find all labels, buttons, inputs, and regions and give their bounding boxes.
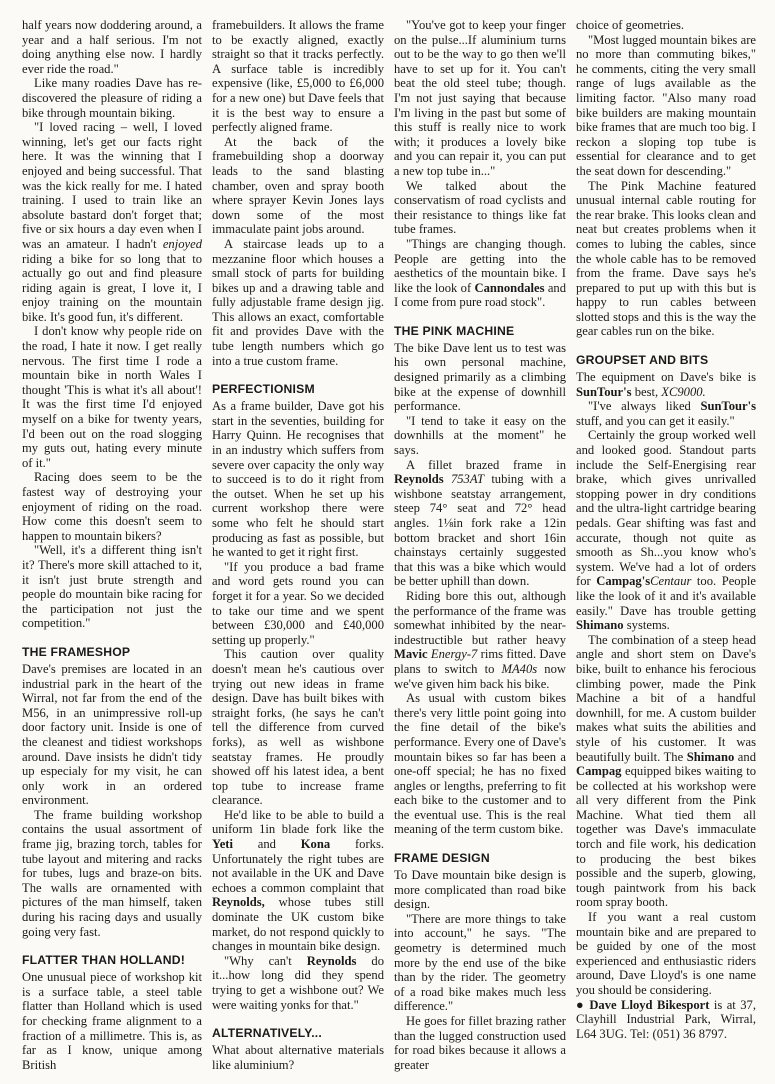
text-run: now we've given him back his bike.	[394, 661, 566, 691]
text-run: "Why can't	[224, 953, 307, 968]
paragraph	[212, 1043, 384, 1072]
text-run: Dave's premises are located in an industrial park in the heart of the Wirral, not far from the end of the M56, in an unimpressive roll-up door factory unit. Inside is one of the cleanest and tidiest workshops around. Dave insists he didn't tidy up especialy for my visit, he can only work in an ordered environment.	[22, 661, 202, 808]
text-run: The combination of a steep head angle and short stem on Dave's bike, built to enhance his ferocious climbing power, made the Pink Machine a bit of a handful downhill, for me. A custom builder makes what suits the abilities and style of his customer. It was beautifully built. The	[576, 632, 756, 764]
paragraph	[394, 237, 566, 310]
text-run: As a frame builder, Dave got his start in the seventies, building for Harry Quinn. He recognises that in an industry which suffers from severe over capacity the only way to succeed is to do it right from the outset. When he set up his current workshop there were some who felt he should start producing as fast as possible, but he wanted to get it right first.	[212, 399, 384, 560]
paragraph	[212, 135, 384, 237]
bold-text: SunTour's	[700, 399, 756, 414]
text-run: At the back of the framebuilding shop a doorway leads to the sand blasting chamber, oven and spray booth where sprayer Kevin Jones lays down some of the most immaculate paint jobs around.	[212, 134, 384, 237]
text-run: "Most lugged mountain bikes are no more than commuting bikes," he comments, citing the very small range of lugs available as the limiting factor. "Also many road bike builders are making mountain bike frames that are much too big. I reckon a sloping top tube is essential for clearance and to get the seat down for descending."	[576, 32, 756, 178]
text-run: systems.	[623, 618, 670, 633]
paragraph	[22, 76, 202, 120]
paragraph	[212, 399, 384, 560]
paragraph	[576, 370, 756, 399]
paragraph	[212, 237, 384, 368]
paragraph	[394, 691, 566, 837]
text-run: do it...how long did they spend trying to get a wishbone out? We were waiting yonks for that."	[212, 953, 384, 1012]
text-run: "There are more things to take into account," he says. "The geometry is determined much more by the end use of the bike than by the rider. The geometry of a road bike makes much less difference."	[394, 911, 566, 1014]
paragraph	[394, 18, 566, 179]
text-run: The equipment on Dave's bike is	[576, 370, 756, 385]
paragraph	[22, 543, 202, 631]
bold-text: Shimano	[576, 618, 624, 633]
article-column-2	[212, 18, 384, 1074]
section-heading: THE FRAMESHOP	[22, 644, 131, 659]
paragraph	[394, 341, 566, 414]
text-run: "Things are changing though. People are getting into the aesthetics of the mountain bike. I like the look of	[394, 236, 566, 295]
text-run: The Pink Machine featured unusual internal cable routing for the rear brake. This looks clean and neat but creates problems when it comes to lubing the cables, since the whole cable has to be removed from the frame. Dave says he's prepared to put up with this but is happy to run cables between slotted stops and this is the way the gear cables run on the bike.	[576, 178, 756, 339]
bold-text: Reynolds	[306, 953, 357, 968]
paragraph	[394, 868, 566, 912]
bold-text: Kona	[300, 837, 331, 852]
section-heading: PERFECTIONISM	[212, 382, 315, 397]
paragraph	[22, 120, 202, 324]
bold-text: Yeti	[212, 837, 233, 852]
paragraph	[22, 662, 202, 808]
paragraph	[394, 179, 566, 237]
text-run: He'd like to be able to build a uniform 1in blade fork like the	[212, 807, 384, 837]
text-run: One unusual piece of workshop kit is a surface table, a steel table flatter than Holland which is used for checking frame alignment to a fraction of a millimetre. This is, as far as I know, unique among British	[22, 970, 202, 1072]
text-run: This caution over quality doesn't mean he's cautious over trying out new ideas in frame design. Dave has built bikes with straight forks, (he says he can't tell the difference from curved forks), as well as wishbone seatstay frames. He proudly showed off his latest idea, a bent top tube to increase frame clearance.	[212, 647, 384, 808]
paragraph	[394, 589, 566, 691]
italic-text: enjoyed	[162, 236, 202, 251]
paragraph	[576, 998, 756, 1042]
text-run: Certainly the group worked well and looked good. Standout parts include the Self-Energising rear brake, which gives unrivalled stopping power in dry conditions and the ultra-light cartridge bearing pedals. Gear shifting was fast and accurate, though not quite as smooth as Sh...you know who's system. We've had a lot of orders for	[576, 428, 756, 589]
text-run: riding a bike for so long that to actually go out and find pleasure riding again is great, I love it, I enjoy training on the mountain bike. It's good fun, it's different.	[22, 251, 202, 324]
bold-text: Campag's	[596, 574, 651, 589]
bold-text: Shimano	[686, 749, 735, 764]
text-run: too. People like the look of it and it's available easily." Dave has trouble getting	[576, 574, 756, 618]
paragraph	[22, 324, 202, 470]
text-run: is at 37, Clayhill Industrial Park, Wirral, L64 3UG. Tel: (051) 36 8797.	[576, 997, 756, 1041]
text-run: I don't know why people ride on the road, I hate it now. I get really nervous. The first time I rode a mountain bike in north Wales I thought 'This is what it's all about'! It was the first time I'd enjoyed myself on a bike for twenty years, I'd been out on the road slogging my guts out, hating every minute of it."	[22, 324, 202, 470]
text-run: A staircase leads up to a mezzanine floor which houses a small stock of parts for building bikes up and a drawing table and fully adjustable frame design jig. This allows an exact, comfortable fit and provides Dave with the tube length numbers which go into a true custom frame.	[212, 236, 384, 368]
paragraph	[22, 18, 202, 76]
text-run: The frame building workshop contains the usual assortment of frame jig, brazing torch, tables for tube layout and mitering and racks for tubes, lugs and braze-on bits. The walls are ornamented with pictures of the man himself, taken during his racing days and usually going very fast.	[22, 807, 202, 939]
paragraph	[212, 18, 384, 135]
bold-text: Campag	[576, 764, 622, 779]
paragraph	[212, 808, 384, 954]
text-run: whose tubes still dominate the UK custom bike market, do not respond quickly to changes in mountain bike design.	[212, 895, 384, 954]
text-run	[444, 472, 451, 486]
bold-text: ● Dave Lloyd Bikesport	[576, 997, 710, 1012]
paragraph	[394, 912, 566, 1014]
text-run: rims fitted. Dave plans to switch to	[394, 647, 566, 676]
paragraph	[576, 910, 756, 998]
paragraph	[22, 970, 202, 1072]
bold-text: Mavic	[394, 647, 428, 662]
text-run: Like many roadies Dave has re-discovered the pleasure of riding a bike through mountain biking.	[22, 76, 202, 120]
text-run: equipped bikes waiting to be collected at his workshop were all very different from the Pink Machine. What tied them all together was Dave's immaculate torch and file work, his dedication to producing the best bikes possible and the superb, glowing, tough paintwork from his back room spray booth.	[576, 764, 756, 910]
paragraph	[576, 179, 756, 340]
text-run: and	[232, 837, 301, 852]
section-heading: FLATTER THAN HOLLAND!	[22, 953, 186, 968]
text-run: "You've got to keep your finger on the pulse...If aluminium turns out to be the way to go then we'll have to set up for it. You can't beat the old steel tube; though. I'm not just saying that because I'm living in the past but some of this stuff is really nice to work with; it produces a lovely bike and you can repair it, you can put a new top tube in..."	[394, 18, 566, 178]
paragraph	[576, 428, 756, 632]
text-run: What about alternative materials like aluminium?	[212, 1043, 384, 1072]
paragraph	[22, 470, 202, 543]
paragraph	[394, 458, 566, 589]
text-run: "Well, it's a different thing isn't it? There's more skill attached to it, it isn't just brute strength and people do mountain bike racing for the participation not just the competition."	[22, 543, 202, 631]
paragraph	[212, 647, 384, 808]
italic-text: Energy-7	[430, 647, 478, 662]
paragraph	[576, 633, 756, 910]
text-run: "I loved racing – well, I loved winning, let's get our facts right here. It was the winning that I enjoyed and being successful. That was the kick really for me. I hated training. I used to train like an absolute bastard don't forget that; five or six hours a day even when I was an amateur. I hadn't	[22, 120, 202, 251]
paragraph	[394, 414, 566, 458]
text-run: Racing does seem to be the fastest way of destroying your enjoyment of riding on the road. How come this doesn't seem to happen to mountain bikers?	[22, 470, 202, 543]
section-heading: GROUPSET AND BITS	[576, 353, 709, 368]
text-run: framebuilders. It allows the frame to be exactly aligned, exactly straight so that it tracks perfectly. A surface table is incredibly expensive (like, £5,000 to £6,000 for a new one) but Dave feels that it is the best way to ensure a perfectly aligned frame.	[212, 18, 384, 135]
text-run: forks. Unfortunately the right tubes are not available in the UK and Dave echoes a common complaint that	[212, 837, 384, 895]
text-run: half years now doddering around, a year and a half serious. I'm not doing anything else now. I hardly ever ride the road."	[22, 18, 202, 76]
text-run: stuff, and you can get it easily."	[576, 413, 735, 428]
text-run: "I've always liked	[588, 399, 701, 414]
text-run: "I tend to take it easy on the downhills at the moment" he says.	[394, 413, 566, 458]
paragraph	[22, 808, 202, 939]
text-run: and	[734, 749, 756, 764]
italic-text: 753AT	[450, 472, 485, 487]
paragraph	[576, 18, 756, 33]
text-run: "If you produce a bad frame and word gets round you can forget it for a year. So we decided to take our time and we spent between £30,000 and £40,000 setting up properly."	[212, 559, 384, 647]
article-column-4	[576, 18, 756, 1074]
italic-text: MA40s	[501, 661, 538, 676]
text-run: If you want a real custom mountain bike and are prepared to be guided by one of the most experienced and enthusiastic riders around, Dave Lloyd's is one name you should be considering.	[576, 910, 756, 997]
text-run: As usual with custom bikes there's very little point going into the fine detail of the bike's performance. Every one of Dave's mountain bikes so far has been a one-off special; he has no fixed angles or lengths, preferring to fit each bike to the customer and to the eventual use. This is the real meaning of the term custom bike.	[394, 691, 566, 837]
paragraph	[212, 954, 384, 1012]
paragraph	[576, 399, 756, 428]
bold-text: Reynolds,	[212, 895, 265, 910]
section-heading: FRAME DESIGN	[394, 851, 490, 866]
bold-text: Reynolds	[394, 472, 444, 487]
text-run: Riding bore this out, although the performance of the frame was somewhat inhibited by the near-indestructible but rather heavy	[394, 588, 566, 647]
paragraph	[212, 560, 384, 648]
article-column-3	[394, 18, 566, 1074]
bold-text: SunTour's	[576, 384, 632, 399]
paragraph	[576, 33, 756, 179]
article-column-1	[22, 18, 202, 1074]
text-run: We talked about the conservatism of road cyclists and their resistance to things like fat tube frames.	[394, 178, 566, 237]
paragraph	[394, 1014, 566, 1072]
italic-text: Centaur	[650, 574, 692, 589]
text-run: and I come from pure road stock".	[394, 280, 566, 310]
section-heading: ALTERNATIVELY...	[212, 1026, 322, 1041]
text-run: He goes for fillet brazing rather than the lugged construction used for road bikes because it allows a greater	[394, 1014, 566, 1072]
section-heading: THE PINK MACHINE	[394, 323, 515, 338]
text-run: To Dave mountain bike design is more complicated than road bike design.	[394, 868, 566, 912]
text-run: A fillet brazed frame in	[406, 457, 566, 472]
text-run: best,	[631, 384, 662, 399]
italic-text: XC9000.	[661, 384, 706, 399]
bold-text: Cannondales	[474, 280, 545, 295]
text-run: tubing with a wishbone seatstay arrangement, steep 74° seat and 72° head angles. 1⅛in fork rake a 12in bottom bracket and short 16in chainstays certainly suggested that this was a bike which would be better uphill than down.	[394, 472, 566, 589]
text-run: choice of geometries.	[576, 18, 685, 32]
text-run: The bike Dave lent us to test was his own personal machine, designed primarily as a climbing bike at the expense of downhill performance.	[394, 340, 566, 414]
